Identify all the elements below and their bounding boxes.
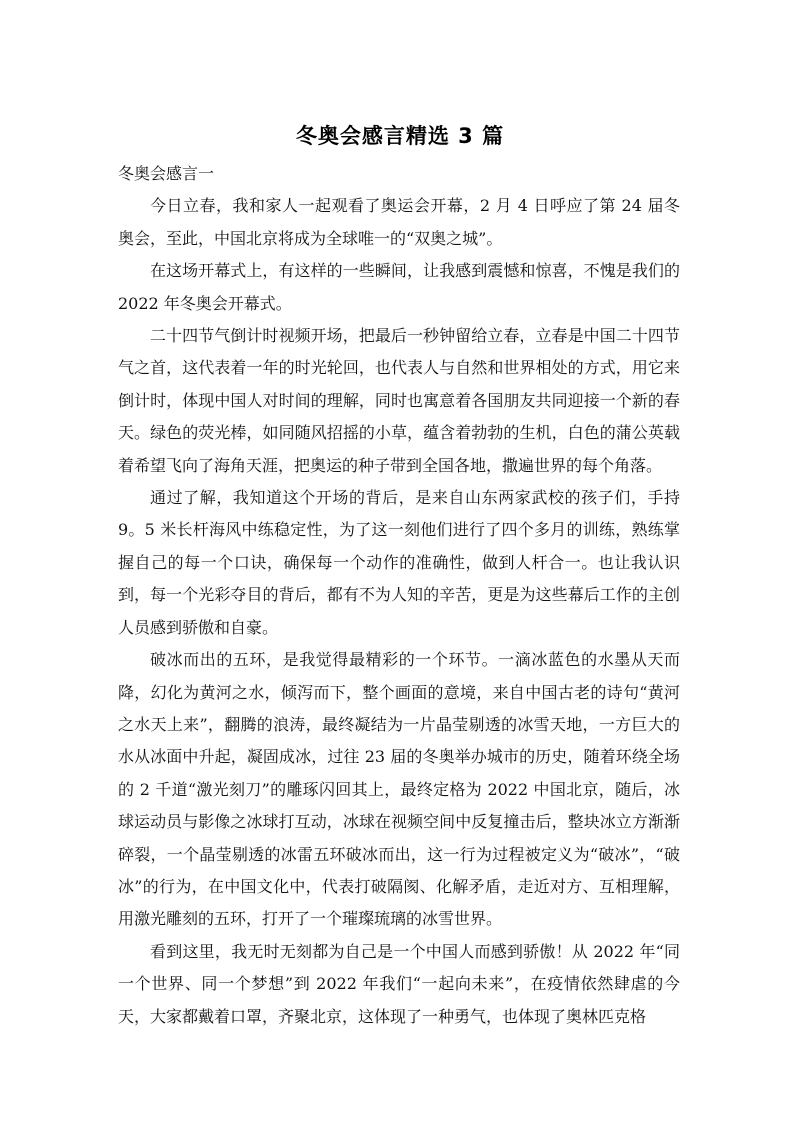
- section-heading: 冬奥会感言一: [118, 164, 215, 183]
- paragraph-6: 看到这里，我无时无刻都为自己是一个中国人而感到骄傲！从 2022 年“同一个世界、同一个梦想”到 2022 年我们“一起向未来”，在疫情依然肆虐的今天，大家都戴着口罩，齐聚北京，这体现了一种勇气，也体现了奥林匹克格: [118, 941, 680, 1026]
- paragraph-3: 二十四节气倒计时视频开场，把最后一秒钟留给立春，立春是中国二十四节气之首，这代表着一年的时光轮回，也代表人与自然和世界相处的方式，用它来倒计时，体现中国人对时间的理解，同时也寓意着各国朋友共同迎接一个新的春天。绿色的荧光棒，如同随风招摇的小草，蕴含着勃勃的生机，白色的蒲公英载着希望飞向了海角天涯，把奥运的种子带到全国各地，撒遍世界的每个角落。: [118, 326, 680, 475]
- paragraph-5: 破冰而出的五环，是我觉得最精彩的一个环节。一滴冰蓝色的水墨从天而降，幻化为黄河之水，倾泻而下，整个画面的意境，来自中国古老的诗句“黄河之水天上来”，翻腾的浪涛，最终凝结为一片晶莹剔透的冰雪天地，一方巨大的水从冰面中升起，凝固成冰，过往 23 届的冬奥举办城市的历史，随着环绕全场的 2 千道“激光刻刀”的雕琢闪回其上，最终定格为 2022 中国北京，随后，冰球运动员与影像之冰球打互动，冰球在视频空间中反复撞击后，整块冰立方渐渐碎裂，一个晶莹剔透的冰雷五环破冰而出，这一行为过程被定义为“破冰”，“破冰”的行为，在中国文化中，代表打破隔阂、化解矛盾，走近对方、互相理解，用激光雕刻的五环，打开了一个璀璨琉璃的冰雪世界。: [118, 650, 680, 929]
- paragraph-1: 今日立春，我和家人一起观看了奥运会开幕，2 月 4 日呼应了第 24 届冬奥会，至此，中国北京将成为全球唯一的“双奥之城”。: [118, 196, 680, 248]
- document-body: [118, 158, 680, 1033]
- paragraph-4: 通过了解，我知道这个开场的背后，是来自山东两家武校的孩子们，手持 9。5 米长杆海风中练稳定性，为了这一刻他们进行了四个多月的训练，熟练掌握自己的每一个口诀，确保每一个动作的准确性，做到人杆合一。也让我认识到，每一个光彩夺目的背后，都有不为人知的辛苦，更是为这些幕后工作的主创人员感到骄傲和自豪。: [118, 488, 680, 637]
- paragraph-2: 在这场开幕式上，有这样的一些瞬间，让我感到震憾和惊喜，不愧是我们的 2022 年冬奥会开幕式。: [118, 261, 680, 313]
- document-title: 冬奥会感言精选 3 篇: [295, 124, 505, 148]
